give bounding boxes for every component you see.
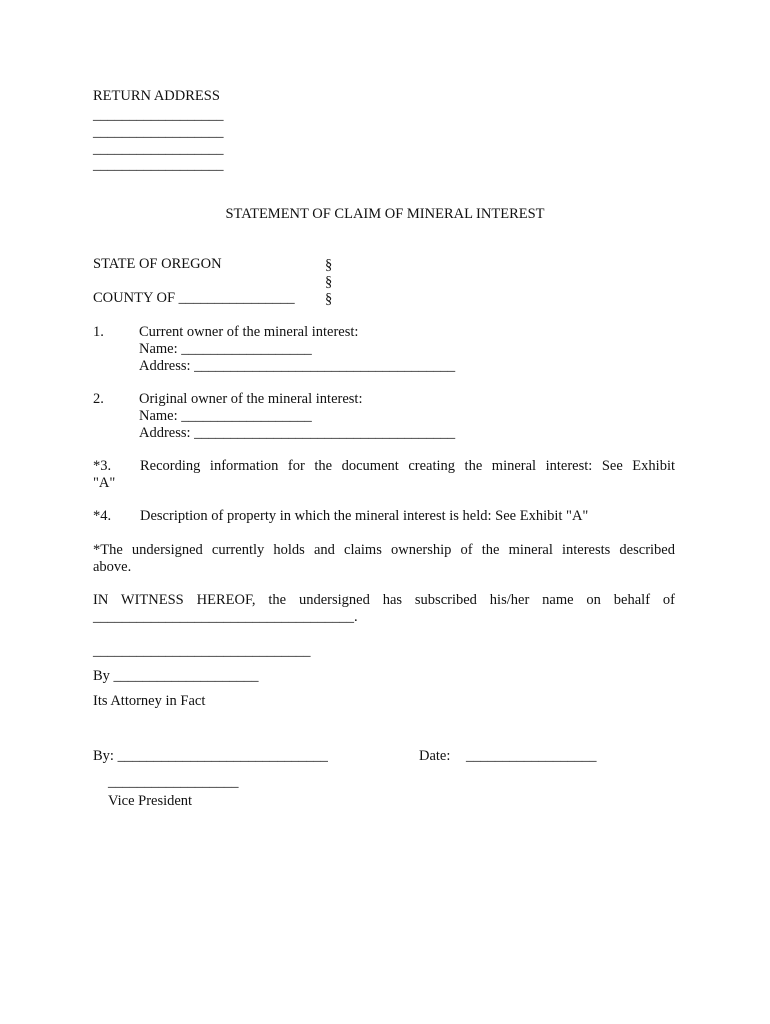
item-name-line: Name: __________________ — [139, 408, 312, 424]
venue-state: STATE OF OREGON — [93, 256, 222, 272]
signature-by-line: By ____________________ — [93, 668, 259, 684]
item-address-line: Address: ____________________________________ — [139, 425, 456, 441]
item-address-line: Address: ____________________________________ — [139, 358, 456, 374]
witness-line1: IN WITNESS HEREOF, the undersigned has subscribed his/her name on behalf of — [93, 592, 675, 608]
witness-line2: ____________________________________. — [93, 609, 358, 625]
return-address-line: __________________ — [93, 124, 224, 140]
section-mark: § — [325, 257, 333, 273]
bottom-by-line: By: _____________________________ — [93, 748, 328, 764]
section-mark: § — [325, 291, 333, 307]
return-address-line: __________________ — [93, 107, 224, 123]
return-address-line: __________________ — [93, 157, 224, 173]
item-name-line: Name: __________________ — [139, 341, 312, 357]
item3-text-line1: Recording information for the document creating the mineral interest: See Exhibit — [140, 458, 675, 474]
item4-text: Description of property in which the mineral interest is held: See Exhibit "A" — [140, 508, 589, 524]
item3-text-line2: "A" — [93, 475, 116, 491]
signature-blank-line: ______________________________ — [93, 643, 311, 659]
item-number: *4. — [93, 508, 112, 524]
date-blank: __________________ — [466, 748, 597, 764]
item-number: 1. — [93, 324, 104, 340]
return-address-heading: RETURN ADDRESS — [93, 88, 220, 104]
item-number: 2. — [93, 391, 104, 407]
item-number: *3. — [93, 458, 112, 474]
return-address-line: __________________ — [93, 141, 224, 157]
item-heading: Original owner of the mineral interest: — [139, 391, 363, 407]
venue-county: COUNTY OF ________________ — [93, 290, 295, 306]
signature-role: Its Attorney in Fact — [93, 693, 206, 709]
claim-paragraph-line1: *The undersigned currently holds and claims ownership of the mineral interests described — [93, 542, 675, 558]
vice-president-blank: __________________ — [108, 774, 239, 790]
vice-president-title: Vice President — [108, 793, 193, 809]
document-title: STATEMENT OF CLAIM OF MINERAL INTEREST — [225, 206, 545, 222]
item-heading: Current owner of the mineral interest: — [139, 324, 359, 340]
date-label: Date: — [419, 748, 451, 764]
claim-paragraph-line2: above. — [93, 559, 132, 575]
section-mark: § — [325, 274, 333, 290]
